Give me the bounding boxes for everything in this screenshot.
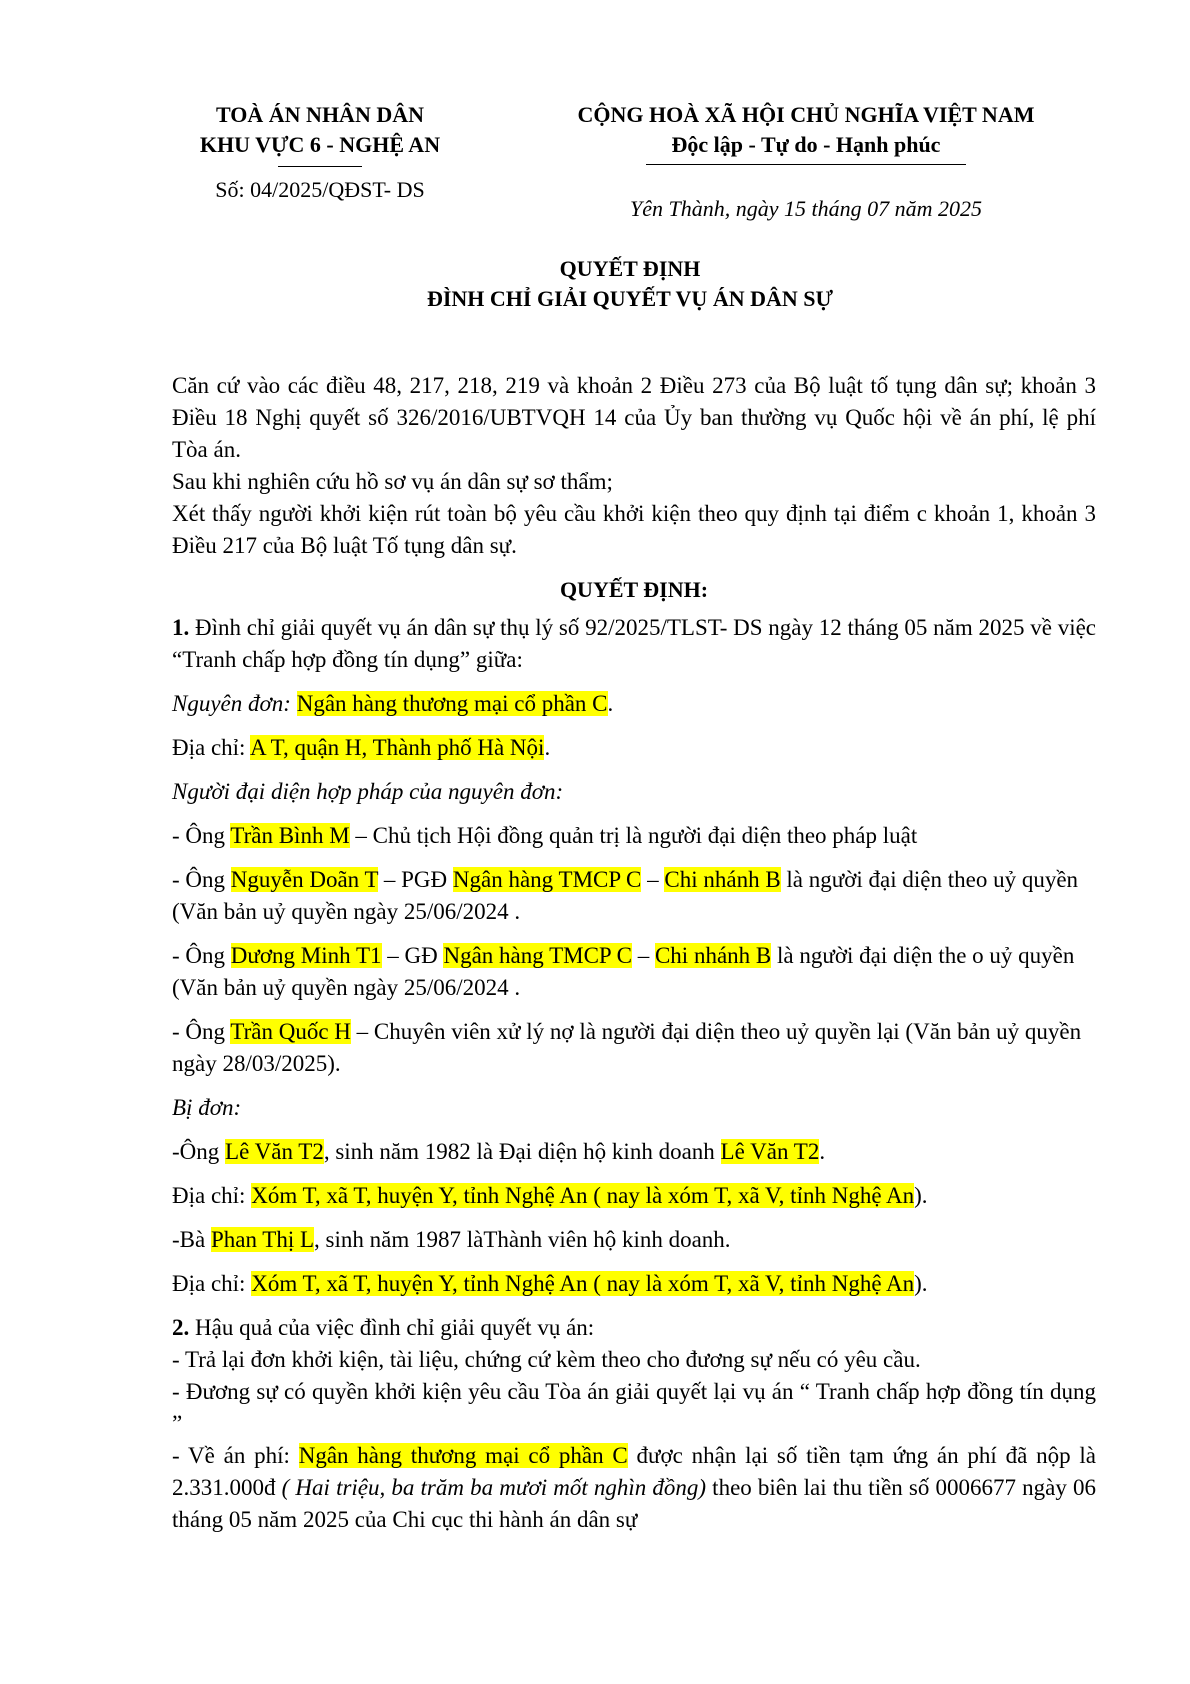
rep-1-role: – Chủ tịch Hội đồng quản trị là người đại diện theo pháp luật [349, 823, 918, 848]
consequence-2: - Đương sự có quyền khởi kiện yêu cầu Tòa án giải quyết lại vụ án “ Tranh chấp hợp đồng tín dụng ” [172, 1379, 1096, 1436]
def-1-address-label: Địa chỉ: [172, 1183, 252, 1208]
place-date: Yên Thành, ngày 15 tháng 07 năm 2025 [630, 196, 982, 221]
rep-2-branch: Chi nhánh B [664, 867, 781, 892]
decision-heading: QUYẾT ĐỊNH: [559, 577, 709, 602]
def-2-name: Phan Thị L [210, 1227, 315, 1252]
national-header [536, 100, 1076, 165]
court-header [170, 100, 470, 205]
plaintiff-label: Nguyên đơn: [172, 691, 297, 716]
preamble-legal-basis: Căn cứ vào các điều 48, 217, 218, 219 và khoản 2 Điều 273 của Bộ luật tố tụng dân sự; khoản 3 Điều 18 Nghị quyết số 326/2016/UBTVQH 14 của Ủy ban thường vụ Quốc hội về án phí, lệ phí Tòa án. [172, 373, 1096, 462]
rep-3-role: là người đại diện the o uỷ quyền (Văn bản uỷ quyền ngày 25/06/2024 . [172, 943, 1075, 1000]
fee-bank: Ngân hàng thương mại cổ phần C [298, 1443, 628, 1468]
plaintiff-address: A T, quận H, Thành phố Hà Nội [249, 735, 545, 760]
representative-3 [172, 940, 1096, 1004]
republic-name: CỘNG HOÀ XÃ HỘI CHỦ NGHĨA VIỆT NAM [577, 102, 1035, 127]
def-1-detail: , sinh năm 1982 là Đại diện hộ kinh doanh [323, 1139, 721, 1164]
court-region: KHU VỰC 6 - NGHỆ AN [199, 132, 441, 157]
rep-1-name: Trần Bình M [230, 823, 350, 848]
item-2-number: 2. [172, 1315, 190, 1340]
representative-1 [172, 820, 1096, 852]
plaintiff-name: Ngân hàng thương mại cổ phần C [296, 691, 608, 716]
def-2-address: Xóm T, xã T, huyện Y, tỉnh Nghệ An ( nay là xóm T, xã V, tỉnh Nghệ An [251, 1271, 915, 1296]
plaintiff-line [172, 688, 1096, 720]
defendant-2-address-line [172, 1268, 1096, 1300]
def-1-address: Xóm T, xã T, huyện Y, tỉnh Nghệ An ( nay là xóm T, xã V, tỉnh Nghệ An [251, 1183, 915, 1208]
fee-prefix: - Về án phí: [172, 1443, 299, 1468]
representative-2 [172, 864, 1096, 928]
def-1-end: . [819, 1139, 826, 1164]
preamble-finding: Xét thấy người khởi kiện rút toàn bộ yêu cầu khởi kiện theo quy định tại điểm c khoản 1, khoản 3 Điều 217 của Bộ luật Tố tụng dân sự. [172, 501, 1096, 558]
def-2-address-label: Địa chỉ: [172, 1271, 252, 1296]
rep-3-name: Dương Minh T1 [230, 943, 382, 968]
plaintiff-address-end: . [544, 735, 551, 760]
fee-amount: được nhận lại số tiền tạm ứng án phí đã nộp là 2.331.000đ [172, 1443, 1096, 1500]
rep-2-dash: – [641, 867, 665, 892]
rep-3-dash: – [631, 943, 655, 968]
rep-1-prefix: - Ông [172, 823, 231, 848]
court-underline [278, 166, 362, 167]
motto-underline [646, 164, 966, 165]
rep-3-prefix: - Ông [172, 943, 231, 968]
document-subtitle: ĐÌNH CHỈ GIẢI QUYẾT VỤ ÁN DÂN SỰ [426, 286, 834, 311]
item-2 [172, 1312, 1096, 1344]
document-title: QUYẾT ĐỊNH [559, 256, 701, 281]
rep-3-bank: Ngân hàng TMCP C [443, 943, 632, 968]
rep-2-title: – PGĐ [378, 867, 453, 892]
consequence-3 [172, 1440, 1096, 1536]
document-number: Số: 04/2025/QĐST- DS [215, 177, 425, 202]
item-1-number: 1. [172, 615, 190, 640]
def-1-address-end: ). [914, 1183, 928, 1208]
fee-amount-words: ( Hai triệu, ba trăm ba mươi mốt nghìn đồng) [281, 1475, 707, 1500]
def-2-detail: , sinh năm 1987 làThành viên hộ kinh doanh. [314, 1227, 731, 1252]
court-name: TOÀ ÁN NHÂN DÂN [216, 102, 424, 127]
def-1-name: Lê Văn T2 [225, 1139, 324, 1164]
rep-3-title: – GĐ [381, 943, 444, 968]
defendant-label: Bị đơn: [172, 1095, 242, 1120]
rep-3-branch: Chi nhánh B [654, 943, 772, 968]
defendant-2 [172, 1224, 1096, 1256]
preamble-review: Sau khi nghiên cứu hồ sơ vụ án dân sự sơ thẩm; [172, 469, 613, 494]
item-2-text: Hậu quả của việc đình chỉ giải quyết vụ án: [189, 1315, 595, 1340]
defendant-1-address-line [172, 1180, 1096, 1212]
document-body [172, 370, 1096, 1536]
representative-4 [172, 1016, 1096, 1080]
address-label: Địa chỉ: [172, 735, 250, 760]
defendant-1 [172, 1136, 1096, 1168]
def-2-prefix: -Bà [172, 1227, 211, 1252]
rep-2-prefix: - Ông [172, 867, 231, 892]
rep-2-role: là người đại diện theo uỷ quyền (Văn bản uỷ quyền ngày 25/06/2024 . [172, 867, 1079, 924]
plaintiff-end: . [607, 691, 614, 716]
rep-4-name: Trần Quốc H [230, 1019, 351, 1044]
fee-receipt: theo biên lai thu tiền số 0006677 ngày 06 tháng 05 năm 2025 của Chi cục thi hành án dân sự [172, 1475, 1096, 1532]
item-1-text: Đình chỉ giải quyết vụ án dân sự thụ lý số 92/2025/TLST- DS ngày 12 tháng 05 năm 2025 về việc “Tranh chấp hợp đồng tín dụng” giữa: [172, 615, 1096, 672]
def-1-business-name: Lê Văn T2 [720, 1139, 820, 1164]
def-1-prefix: -Ông [172, 1139, 226, 1164]
rep-4-role: – Chuyên viên xử lý nợ là người đại diện theo uỷ quyền lại (Văn bản uỷ quyền ngày 28/03/2025). [172, 1019, 1082, 1076]
representatives-label: Người đại diện hợp pháp của nguyên đơn: [172, 779, 564, 804]
rep-2-bank: Ngân hàng TMCP C [452, 867, 642, 892]
rep-2-name: Nguyễn Doãn T [230, 867, 379, 892]
def-2-address-end: ). [914, 1271, 928, 1296]
consequence-1: - Trả lại đơn khởi kiện, tài liệu, chứng cứ kèm theo cho đương sự nếu có yêu cầu. [172, 1347, 921, 1372]
plaintiff-address-line [172, 732, 1096, 764]
national-motto: Độc lập - Tự do - Hạnh phúc [671, 132, 941, 157]
rep-4-prefix: - Ông [172, 1019, 231, 1044]
item-1 [172, 612, 1096, 676]
